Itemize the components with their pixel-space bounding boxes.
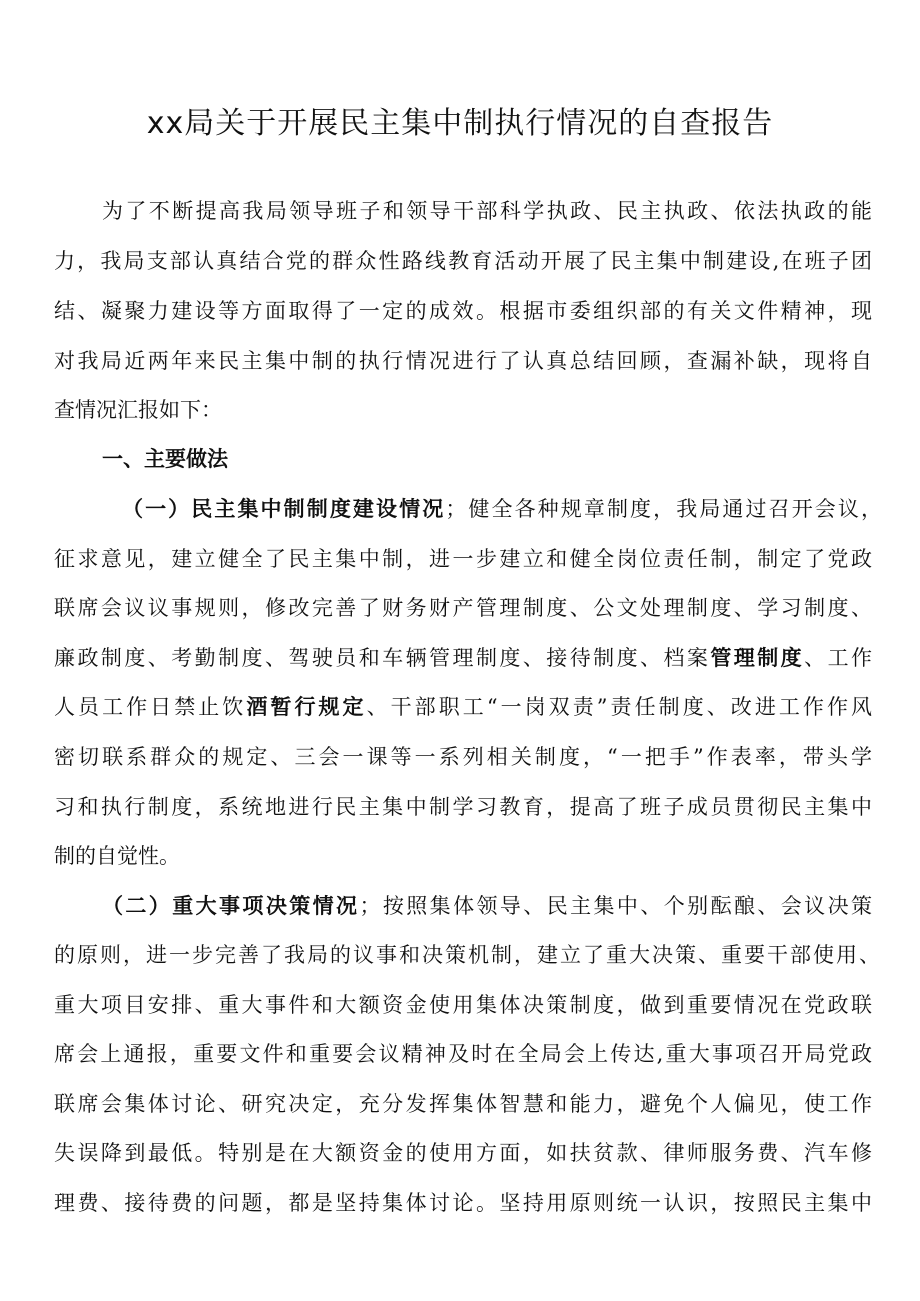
subsection-1-line: 密切联系群众的规定、三会一课等一系列相关制度，“一把手”作表率，带头学 <box>54 745 872 769</box>
subsection-2-line: 失误降到最低。特别是在大额资金的使用方面，如扶贫款、律师服务费、汽车修 <box>54 1141 872 1165</box>
subsection-2-line: 席会上通报，重要文件和重要会议精神及时在全局会上传达,重大事项召开局党政 <box>54 1042 872 1066</box>
subsection-1-title: 民主集中制制度建设情况 <box>191 497 446 521</box>
subsection-2-title: 重大事项决策情况 <box>172 894 360 918</box>
subsection-1-line: 制的自觉性。 <box>54 844 180 868</box>
subsection-2-text: ；按照集体领导、民主集中、个别酝酿、会议决策 <box>359 894 872 918</box>
intro-line: 对我局近两年来民主集中制的执行情况进行了认真总结回顾，查漏补缺，现将自 <box>54 349 872 373</box>
subsection-2-label: （二） <box>102 894 173 918</box>
document-title: xx局关于开展民主集中制执行情况的自查报告 <box>146 106 774 141</box>
subsection-1-line: 习和执行制度，系统地进行民主集中制学习教育，提高了班子成员贯彻民主集中 <box>54 795 872 819</box>
intro-line: 结、凝聚力建设等方面取得了一定的成效。根据市委组织部的有关文件精神，现 <box>54 299 872 323</box>
subsection-1-line <box>54 643 872 673</box>
line-text: 廉政制度、考勤制度、驾驶员和车辆管理制度、接待制度、档案 <box>54 646 711 670</box>
subsection-2-line: 重大项目安排、重大事件和大额资金使用集体决策制度，做到重要情况在党政联 <box>54 993 872 1017</box>
subsection-1-line <box>54 692 872 722</box>
line-text: 、工作 <box>804 646 873 670</box>
bold-phrase: 管理制度 <box>710 646 805 670</box>
subsection-2-first-line <box>102 891 872 921</box>
subsection-2-line: 的原则，进一步完善了我局的议事和决策机制，建立了重大决策、重要干部使用、 <box>54 943 880 967</box>
intro-line: 力，我局支部认真结合党的群众性路线教育活动开展了民主集中制建设,在班子团 <box>54 249 872 273</box>
subsection-2-line: 联席会集体讨论、研究决定，充分发挥集体智慧和能力，避免个人偏见，使工作 <box>54 1092 872 1116</box>
intro-line: 为了不断提高我局领导班子和领导干部科学执政、民主执政、依法执政的能 <box>102 199 872 223</box>
subsection-1-line: 征求意见，建立健全了民主集中制，进一步建立和健全岗位责任制，制定了党政 <box>54 547 872 571</box>
line-text: 、干部职工“一岗双责”责任制度、改进工作作风 <box>366 695 872 719</box>
intro-line: 查情况汇报如下： <box>54 398 222 422</box>
section-heading: 一、主要做法 <box>102 447 228 471</box>
bold-phrase: 酒暂行规定 <box>246 695 367 719</box>
subsection-1-text: ；健全各种规章制度，我局通过召开会议， <box>445 497 882 521</box>
line-text: 人员工作日禁止饮 <box>54 695 247 719</box>
subsection-2-line: 理费、接待费的问题，都是坚持集体讨论。坚持用原则统一认识，按照民主集中 <box>54 1191 872 1215</box>
subsection-1-label: （一） <box>122 497 192 521</box>
subsection-1-first-line <box>122 494 882 524</box>
subsection-1-line: 联席会议议事规则，修改完善了财务财产管理制度、公文处理制度、学习制度、 <box>54 596 872 620</box>
